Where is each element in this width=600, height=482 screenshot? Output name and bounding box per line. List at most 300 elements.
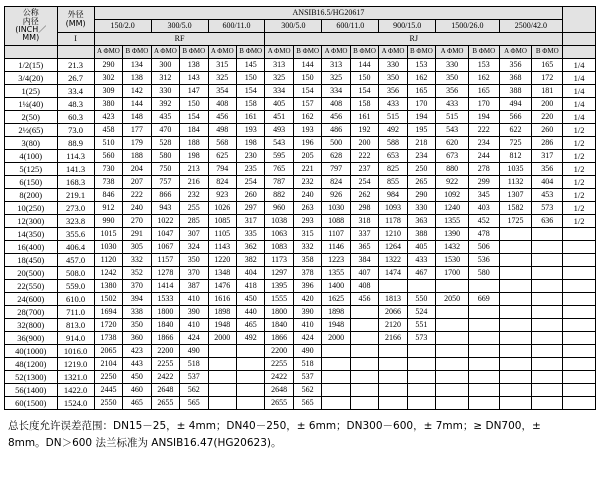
cell-a-7 — [499, 293, 532, 306]
cell-a-2 — [208, 345, 236, 358]
cell-b-7: 172 — [532, 72, 563, 85]
cell-b-4: 150 — [350, 72, 378, 85]
cell-a-3: 325 — [265, 72, 293, 85]
cell-a-6: 673 — [436, 150, 469, 163]
header-class-3: 300/5.0 — [265, 20, 322, 33]
cell-a-1: 1866 — [151, 332, 179, 345]
cell-b-4: 262 — [350, 189, 378, 202]
cell-outer-diameter: 168.3 — [57, 176, 94, 189]
cell-outer-diameter: 1422.0 — [57, 384, 94, 397]
cell-b-3: 396 — [293, 280, 321, 293]
cell-b-0: 188 — [123, 150, 151, 163]
cell-a-0: 738 — [94, 176, 122, 189]
cell-a-3: 2648 — [265, 384, 293, 397]
cell-b-2: 382 — [236, 254, 264, 267]
cell-outer-diameter: 406.4 — [57, 241, 94, 254]
cell-npt — [563, 228, 596, 241]
cell-a-0: 458 — [94, 124, 122, 137]
cell-b-7: 573 — [532, 202, 563, 215]
cell-b-3: 221 — [293, 163, 321, 176]
cell-b-2: 150 — [236, 72, 264, 85]
cell-b-7 — [532, 254, 563, 267]
cell-a-1: 943 — [151, 202, 179, 215]
cell-a-0: 309 — [94, 85, 122, 98]
cell-b-7 — [532, 319, 563, 332]
cell-b-2: 440 — [236, 306, 264, 319]
cell-a-5: 984 — [379, 189, 407, 202]
cell-a-7: 1582 — [499, 202, 532, 215]
cell-outer-diameter: 355.6 — [57, 228, 94, 241]
cell-b-5 — [407, 345, 435, 358]
cell-b-0: 222 — [123, 189, 151, 202]
cell-b-3: 240 — [293, 189, 321, 202]
cell-b-6 — [468, 332, 499, 345]
cell-b-3: 518 — [293, 358, 321, 371]
cell-b-3: 562 — [293, 384, 321, 397]
cell-a-6 — [436, 319, 469, 332]
cell-b-3: 424 — [293, 332, 321, 345]
cell-a-5: 1093 — [379, 202, 407, 215]
cell-a-5 — [379, 371, 407, 384]
cell-a-2: 2000 — [208, 332, 236, 345]
cell-b-4 — [350, 358, 378, 371]
cell-b-4 — [350, 384, 378, 397]
cell-b-6: 669 — [468, 293, 499, 306]
table-row — [5, 59, 596, 72]
cell-b-6: 222 — [468, 124, 499, 137]
nominal-label-line4: MM) — [22, 33, 40, 43]
cell-b-6: 580 — [468, 267, 499, 280]
cell-b-4 — [350, 345, 378, 358]
cell-a-3: 543 — [265, 137, 293, 150]
cell-b-6: 162 — [468, 72, 499, 85]
cell-a-5: 433 — [379, 98, 407, 111]
cell-outer-diameter: 1321.0 — [57, 371, 94, 384]
header-b-2: B ΦMO — [236, 46, 264, 59]
cell-b-6: 170 — [468, 98, 499, 111]
cell-a-6 — [436, 280, 469, 293]
cell-a-3: 1038 — [265, 215, 293, 228]
cell-outer-diameter: 813.0 — [57, 319, 94, 332]
table-row — [5, 384, 596, 397]
cell-a-4: 2000 — [322, 332, 350, 345]
cell-b-0: 305 — [123, 241, 151, 254]
cell-a-1: 392 — [151, 98, 179, 111]
cell-b-0: 350 — [123, 319, 151, 332]
cell-a-6: 2050 — [436, 293, 469, 306]
cell-nominal-diameter: 12(300) — [5, 215, 58, 228]
cell-a-5: 653 — [379, 150, 407, 163]
header-ab-od — [57, 46, 94, 59]
cell-b-7 — [532, 293, 563, 306]
cell-a-5 — [379, 358, 407, 371]
cell-outer-diameter: 33.4 — [57, 85, 94, 98]
cell-a-1: 435 — [151, 111, 179, 124]
header-class-5: 900/15.0 — [379, 20, 436, 33]
cell-a-3: 2655 — [265, 397, 293, 410]
cell-b-0: 338 — [123, 306, 151, 319]
cell-a-6: 1092 — [436, 189, 469, 202]
cell-a-7: 1725 — [499, 215, 532, 228]
cell-b-0: 370 — [123, 280, 151, 293]
cell-b-5: 550 — [407, 293, 435, 306]
cell-npt: 1/4 — [563, 59, 596, 72]
header-a-5: A ΦMO — [379, 46, 407, 59]
cell-npt: 1/4 — [563, 98, 596, 111]
cell-a-3: 2255 — [265, 358, 293, 371]
cell-a-0: 1720 — [94, 319, 122, 332]
cell-b-5: 250 — [407, 163, 435, 176]
cell-a-7: 566 — [499, 111, 532, 124]
cell-a-1: 2255 — [151, 358, 179, 371]
cell-a-1: 1533 — [151, 293, 179, 306]
cell-outer-diameter: 1016.0 — [57, 345, 94, 358]
cell-b-5: 170 — [407, 98, 435, 111]
cell-a-2: 1220 — [208, 254, 236, 267]
cell-a-5: 588 — [379, 137, 407, 150]
cell-b-2 — [236, 371, 264, 384]
cell-b-7 — [532, 280, 563, 293]
cell-outer-diameter: 273.0 — [57, 202, 94, 215]
cell-b-1: 138 — [180, 59, 208, 72]
table-row — [5, 345, 596, 358]
cell-b-5: 330 — [407, 202, 435, 215]
cell-b-7 — [532, 332, 563, 345]
header-class-7: 2500/42.0 — [499, 20, 563, 33]
cell-outer-diameter: 26.7 — [57, 72, 94, 85]
cell-a-4: 797 — [322, 163, 350, 176]
cell-nominal-diameter: 4(100) — [5, 150, 58, 163]
header-outer-diameter — [57, 7, 94, 33]
cell-outer-diameter: 73.0 — [57, 124, 94, 137]
cell-a-4: 334 — [322, 85, 350, 98]
cell-b-6 — [468, 280, 499, 293]
cell-b-2: 362 — [236, 241, 264, 254]
cell-a-0: 2550 — [94, 397, 122, 410]
cell-a-2: 1948 — [208, 319, 236, 332]
cell-a-6 — [436, 306, 469, 319]
cell-a-4: 408 — [322, 98, 350, 111]
cell-a-6: 330 — [436, 59, 469, 72]
cell-b-5 — [407, 280, 435, 293]
outer-label-line2: (MM) — [65, 18, 86, 28]
cell-b-6: 299 — [468, 176, 499, 189]
cell-outer-diameter: 914.0 — [57, 332, 94, 345]
cell-a-5: 1210 — [379, 228, 407, 241]
cell-a-4: 628 — [322, 150, 350, 163]
cell-a-1: 1022 — [151, 215, 179, 228]
cell-b-1: 562 — [180, 384, 208, 397]
cell-nominal-diameter: 48(1200) — [5, 358, 58, 371]
table-row — [5, 280, 596, 293]
table-header-row-face — [5, 33, 596, 46]
cell-a-7: 1132 — [499, 176, 532, 189]
cell-a-0: 912 — [94, 202, 122, 215]
cell-nominal-diameter: 16(400) — [5, 241, 58, 254]
cell-b-7 — [532, 358, 563, 371]
cell-a-2: 354 — [208, 85, 236, 98]
cell-b-4: 254 — [350, 176, 378, 189]
cell-b-7 — [532, 397, 563, 410]
cell-b-4: 154 — [350, 85, 378, 98]
cell-npt: 1/4 — [563, 72, 596, 85]
cell-a-3: 960 — [265, 202, 293, 215]
cell-b-6 — [468, 306, 499, 319]
cell-b-2 — [236, 384, 264, 397]
cell-outer-diameter: 60.3 — [57, 111, 94, 124]
cell-a-7: 812 — [499, 150, 532, 163]
cell-a-4: 1223 — [322, 254, 350, 267]
cell-b-5: 524 — [407, 306, 435, 319]
cell-b-2: 317 — [236, 215, 264, 228]
cell-b-5: 153 — [407, 59, 435, 72]
cell-a-0: 423 — [94, 111, 122, 124]
cell-b-5: 363 — [407, 215, 435, 228]
cell-a-2 — [208, 397, 236, 410]
header-b-6: B ΦMO — [468, 46, 499, 59]
cell-b-1: 490 — [180, 345, 208, 358]
cell-nominal-diameter: 3/4(20) — [5, 72, 58, 85]
cell-a-3: 1063 — [265, 228, 293, 241]
cell-nominal-diameter: 40(1000) — [5, 345, 58, 358]
table-header-row-ab — [5, 46, 596, 59]
cell-b-6: 244 — [468, 150, 499, 163]
cell-b-1: 350 — [180, 254, 208, 267]
nominal-label-line2: 内径 — [22, 16, 39, 26]
cell-a-7 — [499, 319, 532, 332]
header-face-rj: RJ — [265, 33, 563, 46]
cell-nominal-diameter: 36(900) — [5, 332, 58, 345]
header-a-6: A ΦMO — [436, 46, 469, 59]
header-a-3: A ΦMO — [265, 46, 293, 59]
cell-a-5 — [379, 397, 407, 410]
table-row — [5, 85, 596, 98]
cell-b-3: 332 — [293, 241, 321, 254]
cell-b-3: 232 — [293, 176, 321, 189]
flange-dimension-table — [4, 6, 596, 410]
cell-nominal-diameter: 3(80) — [5, 137, 58, 150]
table-row — [5, 332, 596, 345]
cell-a-4: 313 — [322, 59, 350, 72]
cell-b-3: 154 — [293, 85, 321, 98]
cell-a-4 — [322, 384, 350, 397]
cell-b-4: 407 — [350, 267, 378, 280]
cell-outer-diameter: 457.0 — [57, 254, 94, 267]
cell-b-4: 237 — [350, 163, 378, 176]
cell-b-3: 378 — [293, 267, 321, 280]
cell-npt: 1/4 — [563, 85, 596, 98]
cell-b-0: 394 — [123, 293, 151, 306]
cell-a-6 — [436, 345, 469, 358]
cell-a-3: 334 — [265, 85, 293, 98]
cell-a-2: 824 — [208, 176, 236, 189]
cell-outer-diameter: 323.8 — [57, 215, 94, 228]
cell-npt — [563, 293, 596, 306]
header-class-1: 300/5.0 — [151, 20, 208, 33]
cell-npt: 1/2 — [563, 189, 596, 202]
cell-npt — [563, 397, 596, 410]
cell-a-7 — [499, 267, 532, 280]
cell-a-1: 1067 — [151, 241, 179, 254]
cell-a-7: 1307 — [499, 189, 532, 202]
cell-b-5: 551 — [407, 319, 435, 332]
cell-a-1: 1414 — [151, 280, 179, 293]
cell-npt — [563, 384, 596, 397]
cell-a-2 — [208, 358, 236, 371]
cell-b-6 — [468, 345, 499, 358]
cell-b-3: 293 — [293, 215, 321, 228]
cell-b-7: 200 — [532, 98, 563, 111]
cell-outer-diameter: 1219.0 — [57, 358, 94, 371]
cell-b-3: 196 — [293, 137, 321, 150]
cell-b-1: 232 — [180, 189, 208, 202]
header-a-7: A ΦMO — [499, 46, 532, 59]
cell-b-6 — [468, 371, 499, 384]
cell-a-5: 350 — [379, 72, 407, 85]
cell-nominal-diameter: 28(700) — [5, 306, 58, 319]
cell-b-1: 307 — [180, 228, 208, 241]
cell-b-4: 192 — [350, 124, 378, 137]
cell-b-4: 318 — [350, 215, 378, 228]
cell-a-4 — [322, 397, 350, 410]
header-class-0: 150/2.0 — [94, 20, 151, 33]
cell-b-6: 165 — [468, 85, 499, 98]
cell-b-7: 317 — [532, 150, 563, 163]
cell-b-7: 260 — [532, 124, 563, 137]
header-a-4: A ΦMO — [322, 46, 350, 59]
cell-a-3: 1395 — [265, 280, 293, 293]
cell-npt — [563, 358, 596, 371]
cell-a-6: 433 — [436, 98, 469, 111]
header-a-1: A ΦMO — [151, 46, 179, 59]
table-header-row-standard — [5, 7, 596, 20]
cell-b-3: 358 — [293, 254, 321, 267]
cell-a-0: 1015 — [94, 228, 122, 241]
cell-b-4: 144 — [350, 59, 378, 72]
header-a-0: A ΦMO — [94, 46, 122, 59]
table-row — [5, 150, 596, 163]
cell-a-0: 2065 — [94, 345, 122, 358]
cell-a-4: 1400 — [322, 280, 350, 293]
cell-b-1: 537 — [180, 371, 208, 384]
cell-b-2: 335 — [236, 228, 264, 241]
cell-b-7 — [532, 267, 563, 280]
cell-a-1: 1047 — [151, 228, 179, 241]
nominal-label-line3: (INCH／ — [15, 25, 47, 34]
cell-outer-diameter: 219.1 — [57, 189, 94, 202]
cell-a-3: 1800 — [265, 306, 293, 319]
header-standard: ANSIB16.5/HG20617 — [94, 7, 562, 20]
table-row — [5, 215, 596, 228]
header-b-1: B ΦMO — [180, 46, 208, 59]
cell-a-4 — [322, 358, 350, 371]
cell-a-4: 1355 — [322, 267, 350, 280]
cell-b-1: 154 — [180, 111, 208, 124]
cell-a-5: 492 — [379, 124, 407, 137]
cell-b-7 — [532, 241, 563, 254]
cell-a-6 — [436, 358, 469, 371]
cell-b-1: 143 — [180, 72, 208, 85]
cell-b-1: 410 — [180, 293, 208, 306]
cell-a-6: 620 — [436, 137, 469, 150]
cell-a-0: 2104 — [94, 358, 122, 371]
cell-b-3: 410 — [293, 319, 321, 332]
cell-a-1: 757 — [151, 176, 179, 189]
cell-a-7: 622 — [499, 124, 532, 137]
cell-a-3: 405 — [265, 98, 293, 111]
cell-a-3: 1866 — [265, 332, 293, 345]
cell-b-2: 158 — [236, 98, 264, 111]
cell-b-0: 270 — [123, 215, 151, 228]
table-row — [5, 111, 596, 124]
cell-a-4: 1948 — [322, 319, 350, 332]
cell-a-5: 1474 — [379, 267, 407, 280]
table-row — [5, 163, 596, 176]
cell-nominal-diameter: 2½(65) — [5, 124, 58, 137]
cell-a-6: 1355 — [436, 215, 469, 228]
cell-b-5 — [407, 384, 435, 397]
cell-b-5: 218 — [407, 137, 435, 150]
cell-a-4: 1146 — [322, 241, 350, 254]
cell-b-5: 290 — [407, 189, 435, 202]
cell-a-5 — [379, 345, 407, 358]
cell-a-4: 824 — [322, 176, 350, 189]
cell-a-6: 1700 — [436, 267, 469, 280]
cell-nominal-diameter: 1(25) — [5, 85, 58, 98]
cell-b-1: 213 — [180, 163, 208, 176]
cell-a-6 — [436, 332, 469, 345]
cell-b-1: 324 — [180, 241, 208, 254]
cell-npt: 1/4 — [563, 111, 596, 124]
cell-b-0: 144 — [123, 98, 151, 111]
cell-b-2 — [236, 397, 264, 410]
cell-npt — [563, 254, 596, 267]
header-b-5: B ΦMO — [407, 46, 435, 59]
nominal-label-line1: 公称 — [22, 8, 39, 18]
cell-a-7: 725 — [499, 137, 532, 150]
cell-npt — [563, 280, 596, 293]
header-npt-inch — [563, 46, 596, 59]
cell-a-1: 1157 — [151, 254, 179, 267]
cell-a-6: 1432 — [436, 241, 469, 254]
table-row — [5, 176, 596, 189]
cell-b-5: 405 — [407, 241, 435, 254]
cell-a-7: 356 — [499, 59, 532, 72]
cell-b-2 — [236, 345, 264, 358]
tolerance-note — [4, 418, 596, 452]
cell-b-4: 298 — [350, 202, 378, 215]
cell-a-4: 1030 — [322, 202, 350, 215]
cell-b-2: 492 — [236, 332, 264, 345]
cell-b-2: 193 — [236, 124, 264, 137]
cell-a-3: 1555 — [265, 293, 293, 306]
cell-b-3: 565 — [293, 397, 321, 410]
cell-npt: 1/2 — [563, 150, 596, 163]
cell-b-4: 200 — [350, 137, 378, 150]
header-npt-unit — [563, 33, 596, 46]
cell-a-2: 923 — [208, 189, 236, 202]
cell-a-5: 330 — [379, 59, 407, 72]
cell-b-4 — [350, 332, 378, 345]
cell-b-4: 161 — [350, 111, 378, 124]
cell-b-6: 452 — [468, 215, 499, 228]
cell-b-6 — [468, 384, 499, 397]
cell-a-3: 493 — [265, 124, 293, 137]
cell-npt — [563, 371, 596, 384]
cell-a-2: 1898 — [208, 306, 236, 319]
cell-b-1: 184 — [180, 124, 208, 137]
cell-a-3: 1083 — [265, 241, 293, 254]
